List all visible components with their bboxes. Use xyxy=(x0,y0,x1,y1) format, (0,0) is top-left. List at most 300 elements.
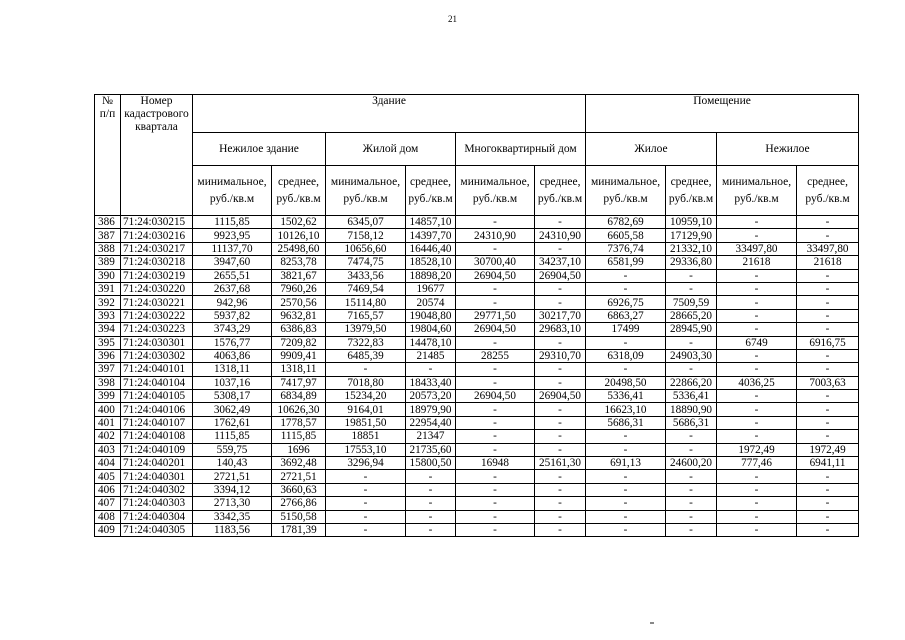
value-cell: - xyxy=(797,497,859,510)
value-cell: 2637,68 xyxy=(193,282,272,295)
value-cell: 8253,78 xyxy=(272,256,326,269)
value-cell: 7469,54 xyxy=(326,282,406,295)
value-cell: - xyxy=(456,443,535,456)
row-number: 400 xyxy=(95,403,121,416)
value-cell: 26904,50 xyxy=(535,269,586,282)
value-cell: 26904,50 xyxy=(456,390,535,403)
value-cell: - xyxy=(535,336,586,349)
value-cell: 14478,10 xyxy=(406,336,456,349)
value-cell: - xyxy=(586,443,666,456)
value-cell: 10656,60 xyxy=(326,242,406,255)
value-cell: 6916,75 xyxy=(797,336,859,349)
value-cell: 3342,35 xyxy=(193,510,272,523)
table-row xyxy=(95,216,859,229)
value-cell: 7003,63 xyxy=(797,376,859,389)
value-cell: - xyxy=(797,296,859,309)
value-cell: 2721,51 xyxy=(193,470,272,483)
value-cell: - xyxy=(535,376,586,389)
value-cell: - xyxy=(586,269,666,282)
value-cell: 1318,11 xyxy=(193,363,272,376)
header-building: Здание xyxy=(193,95,586,133)
value-cell: 2655,51 xyxy=(193,269,272,282)
value-cell: 942,96 xyxy=(193,296,272,309)
header-premises: Помещение xyxy=(586,95,859,133)
value-cell: - xyxy=(586,497,666,510)
value-cell: 6941,11 xyxy=(797,457,859,470)
value-cell: - xyxy=(797,216,859,229)
value-cell: 21735,60 xyxy=(406,443,456,456)
value-cell: - xyxy=(406,497,456,510)
value-cell: 19851,50 xyxy=(326,416,406,429)
value-cell: - xyxy=(406,470,456,483)
value-cell: 18433,40 xyxy=(406,376,456,389)
value-cell: 6386,83 xyxy=(272,323,326,336)
value-cell: 3433,56 xyxy=(326,269,406,282)
value-cell: 24310,90 xyxy=(535,229,586,242)
value-cell: 26904,50 xyxy=(535,390,586,403)
value-cell: 14857,10 xyxy=(406,216,456,229)
value-cell: - xyxy=(456,416,535,429)
value-cell: - xyxy=(797,510,859,523)
value-cell: - xyxy=(717,216,797,229)
table-row xyxy=(95,483,859,496)
value-cell: - xyxy=(666,497,717,510)
cadastral-code: 71:24:030222 xyxy=(121,309,193,322)
value-cell: 7417,97 xyxy=(272,376,326,389)
value-cell: 2570,56 xyxy=(272,296,326,309)
value-cell: - xyxy=(535,363,586,376)
cadastral-code: 71:24:040105 xyxy=(121,390,193,403)
value-cell: 10126,10 xyxy=(272,229,326,242)
value-cell: - xyxy=(797,229,859,242)
value-cell: - xyxy=(797,483,859,496)
cadastral-code: 71:24:040305 xyxy=(121,523,193,536)
value-cell: - xyxy=(456,282,535,295)
value-cell: 1696 xyxy=(272,443,326,456)
table-row xyxy=(95,443,859,456)
value-cell: 10626,30 xyxy=(272,403,326,416)
value-cell: 9164,01 xyxy=(326,403,406,416)
value-cell: - xyxy=(666,363,717,376)
value-cell: 7509,59 xyxy=(666,296,717,309)
value-cell: 20574 xyxy=(406,296,456,309)
value-cell: 26904,50 xyxy=(456,323,535,336)
value-cell: 21332,10 xyxy=(666,242,717,255)
value-cell: - xyxy=(326,497,406,510)
row-number: 398 xyxy=(95,376,121,389)
value-cell: - xyxy=(717,282,797,295)
value-cell: 1972,49 xyxy=(797,443,859,456)
value-cell: 7209,82 xyxy=(272,336,326,349)
value-cell: 1502,62 xyxy=(272,216,326,229)
value-cell: 13979,50 xyxy=(326,323,406,336)
cadastral-code: 71:24:030219 xyxy=(121,269,193,282)
value-cell: - xyxy=(456,336,535,349)
value-cell: 1183,56 xyxy=(193,523,272,536)
table-row xyxy=(95,256,859,269)
value-cell: - xyxy=(797,416,859,429)
cadastral-code: 71:24:040107 xyxy=(121,416,193,429)
value-cell: - xyxy=(666,269,717,282)
cadastral-value-table xyxy=(94,94,859,537)
value-cell: - xyxy=(535,470,586,483)
value-cell: 7376,74 xyxy=(586,242,666,255)
header-nonres-building: Нежилое здание xyxy=(193,133,326,166)
cadastral-code: 71:24:030218 xyxy=(121,256,193,269)
value-cell: 28255 xyxy=(456,349,535,362)
row-number: 394 xyxy=(95,323,121,336)
row-number: 408 xyxy=(95,510,121,523)
value-cell: 33497,80 xyxy=(797,242,859,255)
value-cell: - xyxy=(586,282,666,295)
cadastral-code: 71:24:040108 xyxy=(121,430,193,443)
value-cell: 4063,86 xyxy=(193,349,272,362)
value-cell: 16446,40 xyxy=(406,242,456,255)
value-cell: - xyxy=(586,430,666,443)
value-cell: 6318,09 xyxy=(586,349,666,362)
value-cell: 3062,49 xyxy=(193,403,272,416)
table-row xyxy=(95,323,859,336)
value-cell: - xyxy=(406,483,456,496)
table-row xyxy=(95,229,859,242)
value-cell: 5937,82 xyxy=(193,309,272,322)
value-cell: - xyxy=(797,430,859,443)
value-cell: - xyxy=(586,470,666,483)
value-cell: 7474,75 xyxy=(326,256,406,269)
value-cell: - xyxy=(717,349,797,362)
value-cell: - xyxy=(717,390,797,403)
value-cell: - xyxy=(326,470,406,483)
value-cell: 777,46 xyxy=(717,457,797,470)
value-cell: 24903,30 xyxy=(666,349,717,362)
value-cell: - xyxy=(535,510,586,523)
value-cell: 6782,69 xyxy=(586,216,666,229)
cadastral-code: 71:24:030216 xyxy=(121,229,193,242)
value-cell: 30217,70 xyxy=(535,309,586,322)
value-cell: - xyxy=(797,390,859,403)
header-avg: среднее, руб./кв.м xyxy=(272,166,326,216)
row-number: 399 xyxy=(95,390,121,403)
value-cell: 5336,41 xyxy=(666,390,717,403)
value-cell: - xyxy=(797,349,859,362)
value-cell: 5150,58 xyxy=(272,510,326,523)
header-avg: среднее, руб./кв.м xyxy=(797,166,859,216)
value-cell: 22866,20 xyxy=(666,376,717,389)
value-cell: 17129,90 xyxy=(666,229,717,242)
value-cell: 6605,58 xyxy=(586,229,666,242)
value-cell: - xyxy=(666,483,717,496)
value-cell: - xyxy=(797,309,859,322)
value-cell: 6345,07 xyxy=(326,216,406,229)
value-cell: 16948 xyxy=(456,457,535,470)
header-num: № п/п xyxy=(95,95,121,216)
value-cell: 3660,63 xyxy=(272,483,326,496)
value-cell: 18851 xyxy=(326,430,406,443)
value-cell: 11137,70 xyxy=(193,242,272,255)
table-row xyxy=(95,510,859,523)
value-cell: - xyxy=(456,242,535,255)
value-cell: 25498,60 xyxy=(272,242,326,255)
row-number: 409 xyxy=(95,523,121,536)
value-cell: 1115,85 xyxy=(272,430,326,443)
value-cell: - xyxy=(406,510,456,523)
value-cell: - xyxy=(535,497,586,510)
value-cell: 5686,31 xyxy=(586,416,666,429)
value-cell: 19804,60 xyxy=(406,323,456,336)
value-cell: 15234,20 xyxy=(326,390,406,403)
row-number: 391 xyxy=(95,282,121,295)
value-cell: - xyxy=(535,403,586,416)
header-residential: Жилое xyxy=(586,133,717,166)
value-cell: 25161,30 xyxy=(535,457,586,470)
table-body xyxy=(95,216,859,537)
value-cell: - xyxy=(456,523,535,536)
scan-mark xyxy=(650,622,654,624)
value-cell: 21485 xyxy=(406,349,456,362)
table-row xyxy=(95,497,859,510)
value-cell: 691,13 xyxy=(586,457,666,470)
value-cell: - xyxy=(797,470,859,483)
cadastral-code: 71:24:030221 xyxy=(121,296,193,309)
cadastral-code: 71:24:030220 xyxy=(121,282,193,295)
value-cell: - xyxy=(456,510,535,523)
table-row xyxy=(95,349,859,362)
table-row xyxy=(95,242,859,255)
value-cell: 1778,57 xyxy=(272,416,326,429)
row-number: 395 xyxy=(95,336,121,349)
value-cell: 24310,90 xyxy=(456,229,535,242)
cadastral-code: 71:24:030301 xyxy=(121,336,193,349)
value-cell: - xyxy=(586,336,666,349)
value-cell: 2766,86 xyxy=(272,497,326,510)
value-cell: - xyxy=(586,363,666,376)
value-cell: 17553,10 xyxy=(326,443,406,456)
row-number: 387 xyxy=(95,229,121,242)
value-cell: 3947,60 xyxy=(193,256,272,269)
value-cell: 1972,49 xyxy=(717,443,797,456)
value-cell: 29310,70 xyxy=(535,349,586,362)
cadastral-code: 71:24:040302 xyxy=(121,483,193,496)
value-cell: 559,75 xyxy=(193,443,272,456)
value-cell: 7158,12 xyxy=(326,229,406,242)
value-cell: 2721,51 xyxy=(272,470,326,483)
table-row xyxy=(95,336,859,349)
value-cell: - xyxy=(326,363,406,376)
row-number: 407 xyxy=(95,497,121,510)
value-cell: 1037,16 xyxy=(193,376,272,389)
value-cell: - xyxy=(535,282,586,295)
value-cell: 3296,94 xyxy=(326,457,406,470)
cadastral-code: 71:24:040101 xyxy=(121,363,193,376)
value-cell: - xyxy=(666,430,717,443)
value-cell: 6749 xyxy=(717,336,797,349)
value-cell: 6485,39 xyxy=(326,349,406,362)
value-cell: - xyxy=(717,269,797,282)
value-cell: 15114,80 xyxy=(326,296,406,309)
value-cell: - xyxy=(666,470,717,483)
value-cell: 140,43 xyxy=(193,457,272,470)
value-cell: 1318,11 xyxy=(272,363,326,376)
value-cell: 29336,80 xyxy=(666,256,717,269)
value-cell: 7960,26 xyxy=(272,282,326,295)
value-cell: - xyxy=(797,282,859,295)
value-cell: 6834,89 xyxy=(272,390,326,403)
value-cell: - xyxy=(586,483,666,496)
value-cell: 21347 xyxy=(406,430,456,443)
value-cell: - xyxy=(717,229,797,242)
value-cell: 21618 xyxy=(797,256,859,269)
value-cell: - xyxy=(456,376,535,389)
table-row xyxy=(95,269,859,282)
value-cell: 30700,40 xyxy=(456,256,535,269)
value-cell: 2713,30 xyxy=(193,497,272,510)
table-row xyxy=(95,390,859,403)
header-avg: среднее, руб./кв.м xyxy=(666,166,717,216)
value-cell: - xyxy=(586,523,666,536)
value-cell: - xyxy=(535,443,586,456)
cadastral-code: 71:24:030217 xyxy=(121,242,193,255)
value-cell: - xyxy=(456,216,535,229)
value-cell: 3821,67 xyxy=(272,269,326,282)
value-cell: - xyxy=(535,216,586,229)
value-cell: 3394,12 xyxy=(193,483,272,496)
value-cell: 3692,48 xyxy=(272,457,326,470)
value-cell: 24600,20 xyxy=(666,457,717,470)
value-cell: - xyxy=(586,510,666,523)
value-cell: 6863,27 xyxy=(586,309,666,322)
value-cell: - xyxy=(666,336,717,349)
value-cell: 1576,77 xyxy=(193,336,272,349)
header-min: минимальное, руб./кв.м xyxy=(586,166,666,216)
value-cell: 17499 xyxy=(586,323,666,336)
value-cell: 29683,10 xyxy=(535,323,586,336)
value-cell: - xyxy=(456,363,535,376)
value-cell: - xyxy=(717,483,797,496)
value-cell: - xyxy=(717,523,797,536)
cadastral-code: 71:24:040104 xyxy=(121,376,193,389)
value-cell: - xyxy=(797,403,859,416)
value-cell: - xyxy=(797,363,859,376)
header-min: минимальное, руб./кв.м xyxy=(717,166,797,216)
value-cell: 28665,20 xyxy=(666,309,717,322)
value-cell: - xyxy=(666,443,717,456)
value-cell: - xyxy=(666,282,717,295)
value-cell: - xyxy=(666,510,717,523)
header-min: минимальное, руб./кв.м xyxy=(456,166,535,216)
value-cell: 1781,39 xyxy=(272,523,326,536)
header-house: Жилой дом xyxy=(326,133,456,166)
header-cadastral: Номер кадастрового квартала xyxy=(121,95,193,216)
row-number: 405 xyxy=(95,470,121,483)
value-cell: - xyxy=(535,296,586,309)
cadastral-code: 71:24:040201 xyxy=(121,457,193,470)
cadastral-code: 71:24:030215 xyxy=(121,216,193,229)
value-cell: 9632,81 xyxy=(272,309,326,322)
value-cell: - xyxy=(535,523,586,536)
row-number: 392 xyxy=(95,296,121,309)
row-number: 386 xyxy=(95,216,121,229)
value-cell: - xyxy=(717,497,797,510)
header-avg: среднее, руб./кв.м xyxy=(406,166,456,216)
value-cell: 20573,20 xyxy=(406,390,456,403)
value-cell: 9923,95 xyxy=(193,229,272,242)
value-cell: 33497,80 xyxy=(717,242,797,255)
table-row xyxy=(95,523,859,536)
value-cell: 10959,10 xyxy=(666,216,717,229)
value-cell: 19677 xyxy=(406,282,456,295)
value-cell: 20498,50 xyxy=(586,376,666,389)
value-cell: - xyxy=(456,296,535,309)
value-cell: - xyxy=(717,430,797,443)
header-avg: среднее, руб./кв.м xyxy=(535,166,586,216)
value-cell: 15800,50 xyxy=(406,457,456,470)
value-cell: - xyxy=(406,523,456,536)
value-cell: - xyxy=(717,296,797,309)
table-row xyxy=(95,470,859,483)
header-nonresidential: Нежилое xyxy=(717,133,859,166)
value-cell: - xyxy=(797,323,859,336)
table-row xyxy=(95,430,859,443)
value-cell: 34237,10 xyxy=(535,256,586,269)
value-cell: - xyxy=(717,416,797,429)
value-cell: 6926,75 xyxy=(586,296,666,309)
cadastral-code: 71:24:040301 xyxy=(121,470,193,483)
value-cell: - xyxy=(535,483,586,496)
value-cell: - xyxy=(456,430,535,443)
value-cell: - xyxy=(666,523,717,536)
row-number: 401 xyxy=(95,416,121,429)
row-number: 396 xyxy=(95,349,121,362)
cadastral-code: 71:24:040304 xyxy=(121,510,193,523)
value-cell: - xyxy=(535,430,586,443)
value-cell: - xyxy=(717,323,797,336)
value-cell: - xyxy=(456,483,535,496)
value-cell: 5686,31 xyxy=(666,416,717,429)
value-cell: 21618 xyxy=(717,256,797,269)
value-cell: - xyxy=(717,309,797,322)
value-cell: 7018,80 xyxy=(326,376,406,389)
table-row xyxy=(95,457,859,470)
value-cell: - xyxy=(797,269,859,282)
value-cell: 22954,40 xyxy=(406,416,456,429)
cadastral-code: 71:24:030302 xyxy=(121,349,193,362)
row-number: 403 xyxy=(95,443,121,456)
page-number: 21 xyxy=(448,14,457,24)
value-cell: - xyxy=(326,483,406,496)
table-row xyxy=(95,376,859,389)
value-cell: 18890,90 xyxy=(666,403,717,416)
value-cell: - xyxy=(717,470,797,483)
value-cell: 7322,83 xyxy=(326,336,406,349)
value-cell: 7165,57 xyxy=(326,309,406,322)
row-number: 389 xyxy=(95,256,121,269)
value-cell: 1762,61 xyxy=(193,416,272,429)
value-cell: 29771,50 xyxy=(456,309,535,322)
value-cell: 18528,10 xyxy=(406,256,456,269)
value-cell: - xyxy=(717,510,797,523)
table-row xyxy=(95,282,859,295)
value-cell: - xyxy=(456,403,535,416)
value-cell: - xyxy=(326,510,406,523)
value-cell: 5336,41 xyxy=(586,390,666,403)
header-apartment: Многоквартирный дом xyxy=(456,133,586,166)
value-cell: - xyxy=(717,363,797,376)
table-row xyxy=(95,416,859,429)
table-row xyxy=(95,403,859,416)
value-cell: 14397,70 xyxy=(406,229,456,242)
value-cell: 18898,20 xyxy=(406,269,456,282)
value-cell: - xyxy=(535,416,586,429)
